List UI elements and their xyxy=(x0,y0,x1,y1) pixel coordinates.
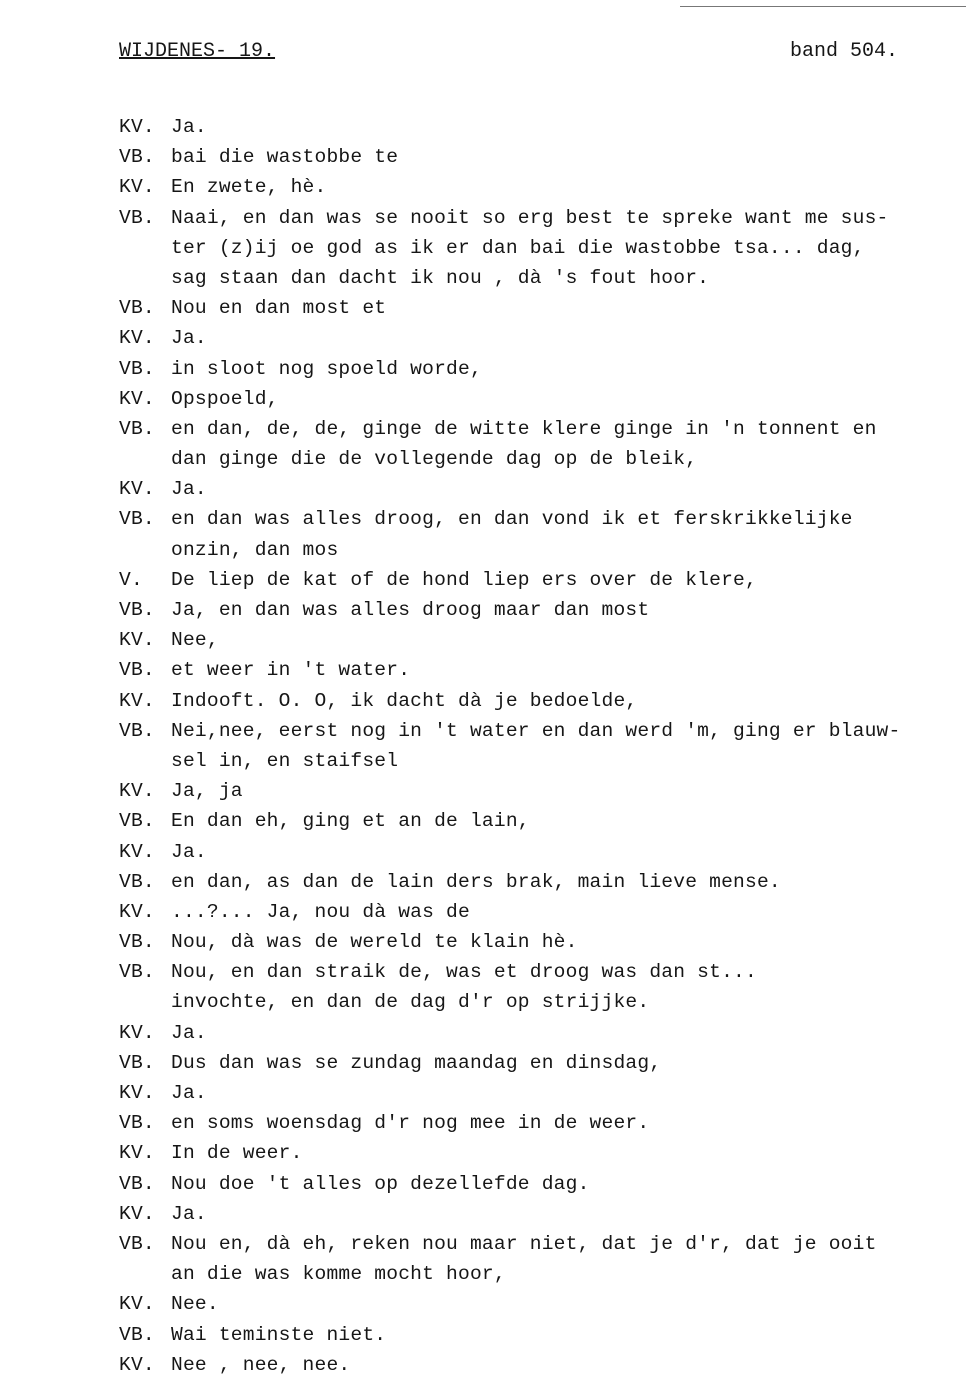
speaker-label: VB. xyxy=(119,870,155,893)
transcript xyxy=(119,112,929,1380)
transcript-line xyxy=(119,1199,929,1229)
speaker-label: VB. xyxy=(119,357,155,380)
transcript-line xyxy=(119,776,929,806)
utterance-text: Nee , nee, nee. xyxy=(171,1353,351,1376)
transcript-line xyxy=(119,957,929,987)
utterance-text: en dan, as dan de lain ders brak, main lieve mense. xyxy=(171,870,781,893)
transcript-line xyxy=(119,384,929,414)
speaker-label: KV. xyxy=(119,176,155,199)
utterance-text: Nei,nee, eerst nog in 't water en dan werd 'm, ging er blauw- xyxy=(171,719,901,742)
utterance-text: Nee, xyxy=(171,629,219,652)
transcript-line xyxy=(119,1259,929,1289)
speaker-label: KV. xyxy=(119,689,155,712)
utterance-text: In de weer. xyxy=(171,1142,303,1165)
utterance-text: en dan was alles droog, en dan vond ik et ferskrikkelijke xyxy=(171,508,853,531)
utterance-text: Nou, en dan straik de, was et droog was dan st... xyxy=(171,961,757,984)
speaker-label: VB. xyxy=(119,1172,155,1195)
transcript-line xyxy=(119,474,929,504)
utterance-text: Indooft. O. O, ik dacht dà je bedoelde, xyxy=(171,689,638,712)
transcript-line xyxy=(119,263,929,293)
transcript-line xyxy=(119,1350,929,1380)
top-rule xyxy=(680,6,966,7)
transcript-line xyxy=(119,1108,929,1138)
speaker-label: KV. xyxy=(119,1082,155,1104)
utterance-text: Nou, dà was de wereld te klain hè. xyxy=(171,931,578,954)
speaker-label: VB. xyxy=(119,810,155,833)
transcript-line xyxy=(119,837,929,867)
transcript-line xyxy=(119,535,929,565)
transcript-line xyxy=(119,233,929,263)
speaker-label: VB. xyxy=(119,961,155,984)
utterance-text: De liep de kat of de hond liep ers over de klere, xyxy=(171,568,757,591)
utterance-text: an die was komme mocht hoor, xyxy=(171,1263,506,1286)
speaker-label: VB. xyxy=(119,719,155,742)
speaker-label: KV. xyxy=(119,387,155,410)
utterance-text: Ja. xyxy=(171,1021,207,1044)
transcript-line xyxy=(119,293,929,323)
utterance-text: en dan, de, de, ginge de witte klere ginge in 'n tonnent en xyxy=(171,417,877,440)
speaker-label: VB. xyxy=(119,297,155,320)
speaker-label: V. xyxy=(119,568,143,591)
transcript-line xyxy=(119,1229,929,1259)
utterance-text: dan ginge die de vollegende dag op de bleik, xyxy=(171,448,698,471)
speaker-label: KV. xyxy=(119,478,155,501)
transcript-line xyxy=(119,354,929,384)
utterance-text: Nee. xyxy=(171,1293,219,1316)
utterance-text: Wai teminste niet. xyxy=(171,1323,387,1346)
utterance-text: et weer in 't water. xyxy=(171,659,411,682)
speaker-label: VB. xyxy=(119,599,155,621)
speaker-label: VB. xyxy=(119,1232,155,1255)
transcript-line xyxy=(119,806,929,836)
utterance-text: En zwete, hè. xyxy=(171,176,327,199)
speaker-label: VB. xyxy=(119,931,155,954)
transcript-line xyxy=(119,1048,929,1078)
transcript-line xyxy=(119,655,929,685)
transcript-line xyxy=(119,987,929,1017)
transcript-line xyxy=(119,716,929,746)
speaker-label: VB. xyxy=(119,206,155,229)
speaker-label: KV. xyxy=(119,327,155,350)
utterance-text: sel in, en staifsel xyxy=(171,749,399,772)
utterance-text: onzin, dan mos xyxy=(171,538,339,561)
speaker-label: KV. xyxy=(119,1353,155,1376)
utterance-text: Ja, en dan was alles droog maar dan most xyxy=(171,599,650,621)
transcript-line xyxy=(119,323,929,353)
utterance-text: Ja. xyxy=(171,1082,207,1104)
transcript-line xyxy=(119,746,929,776)
speaker-label: KV. xyxy=(119,1202,155,1225)
utterance-text: bai die wastobbe te xyxy=(171,146,399,169)
speaker-label: VB. xyxy=(119,659,155,682)
transcript-line xyxy=(119,1320,929,1350)
utterance-text: in sloot nog spoeld worde, xyxy=(171,357,482,380)
speaker-label: VB. xyxy=(119,1112,155,1135)
speaker-label: KV. xyxy=(119,900,155,923)
utterance-text: Ja. xyxy=(171,327,207,350)
speaker-label: KV. xyxy=(119,629,155,652)
utterance-text: ...?... Ja, nou dà was de xyxy=(171,900,470,923)
utterance-text: Nou doe 't alles op dezellefde dag. xyxy=(171,1172,590,1195)
document-title: WIJDENES- 19. xyxy=(119,40,276,63)
utterance-text: Ja. xyxy=(171,840,207,863)
speaker-label: VB. xyxy=(119,1323,155,1346)
transcript-line xyxy=(119,172,929,202)
transcript-line xyxy=(119,595,929,625)
utterance-text: ter (z)ij oe god as ik er dan bai die wastobbe tsa... dag, xyxy=(171,236,865,259)
speaker-label: VB. xyxy=(119,508,155,531)
utterance-text: Ja. xyxy=(171,478,207,501)
band-number: band 504. xyxy=(789,40,898,63)
page-header xyxy=(119,40,898,63)
transcript-line xyxy=(119,112,929,142)
speaker-label: KV. xyxy=(119,840,155,863)
transcript-line xyxy=(119,897,929,927)
utterance-text: invochte, en dan de dag d'r op strijjke. xyxy=(171,991,650,1014)
speaker-label: KV. xyxy=(119,1142,155,1165)
utterance-text: Ja. xyxy=(171,116,207,138)
transcript-line xyxy=(119,927,929,957)
transcript-line xyxy=(119,1169,929,1199)
utterance-text: En dan eh, ging et an de lain, xyxy=(171,810,530,833)
transcript-line xyxy=(119,1018,929,1048)
transcript-line xyxy=(119,1289,929,1319)
transcript-line xyxy=(119,867,929,897)
speaker-label: KV. xyxy=(119,1021,155,1044)
speaker-label: VB. xyxy=(119,1051,155,1074)
speaker-label: KV. xyxy=(119,116,155,138)
utterance-text: Nou en dan most et xyxy=(171,297,387,320)
utterance-text: Dus dan was se zundag maandag en dinsdag, xyxy=(171,1051,662,1074)
utterance-text: Nou en, dà eh, reken nou maar niet, dat je d'r, dat je ooit xyxy=(171,1232,877,1255)
utterance-text: sag staan dan dacht ik nou , dà 's fout hoor. xyxy=(171,266,710,289)
transcript-line xyxy=(119,444,929,474)
transcript-line xyxy=(119,203,929,233)
transcript-line xyxy=(119,686,929,716)
utterance-text: Ja, ja xyxy=(171,780,243,803)
transcript-line xyxy=(119,1078,929,1108)
speaker-label: KV. xyxy=(119,1293,155,1316)
speaker-label: VB. xyxy=(119,146,155,169)
speaker-label: VB. xyxy=(119,417,155,440)
transcript-line xyxy=(119,625,929,655)
utterance-text: Opspoeld, xyxy=(171,387,279,410)
utterance-text: Ja. xyxy=(171,1202,207,1225)
utterance-text: en soms woensdag d'r nog mee in de weer. xyxy=(171,1112,650,1135)
transcript-line xyxy=(119,504,929,534)
transcript-line xyxy=(119,142,929,172)
utterance-text: Naai, en dan was se nooit so erg best te spreke want me sus- xyxy=(171,206,889,229)
transcript-line xyxy=(119,414,929,444)
transcript-line xyxy=(119,1138,929,1168)
speaker-label: KV. xyxy=(119,780,155,803)
transcript-line xyxy=(119,565,929,595)
